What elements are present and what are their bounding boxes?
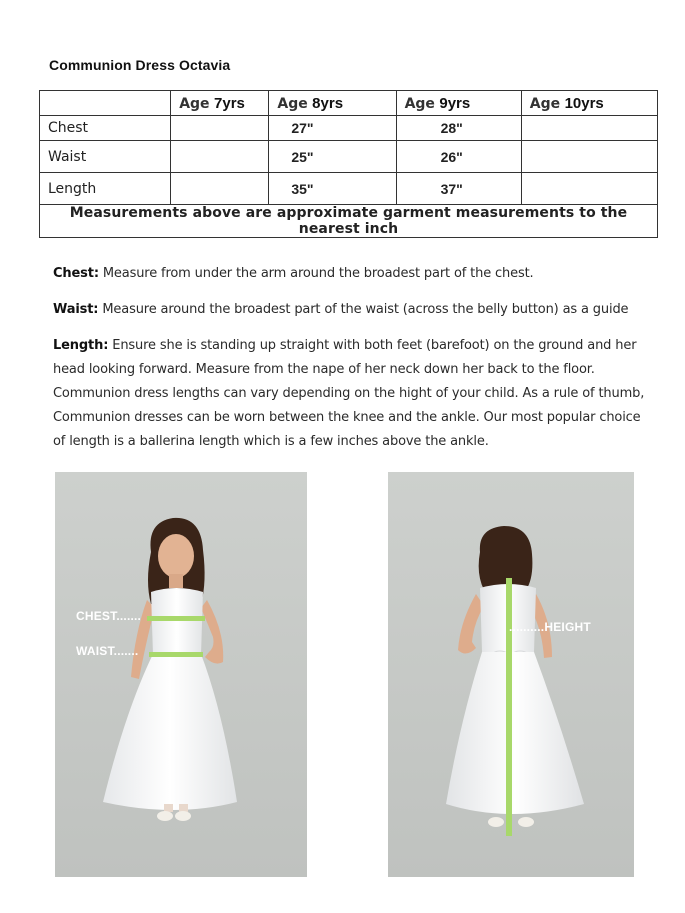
cell-waist-age7 [171,141,269,173]
cell-length-age10 [521,173,657,205]
back-view-photo [388,472,634,877]
chest-label: CHEST....... [76,609,142,623]
table-row [40,116,658,141]
cell-chest-age10 [521,116,657,141]
measurement-note: Measurements above are approximate garment measurements to the nearest inch [40,205,658,238]
measurement-instructions [53,262,653,466]
cell-chest-age8: 27" [269,116,396,141]
row-label-waist: Waist [40,141,171,173]
front-view-photo [55,472,307,877]
table-row [40,141,658,173]
waist-label: WAIST....... [76,644,139,658]
front-view-illustration [55,472,307,877]
cell-length-age7 [171,173,269,205]
waist-measure-line [149,652,203,657]
page-title: Communion Dress Octavia [49,57,231,73]
height-label: ..........HEIGHT [509,620,591,634]
waist-instruction: Waist: Measure around the broadest part of the waist (across the belly button) as a guide [53,302,629,317]
length-instruction: Length: Ensure she is standing up straight with both feet (barefoot) on the ground and her head looking forward. Measure from the nape of her neck down her back to the floor. Communion dress lengths can vary depending on the hight of your child. As a rule of thumb, Communion dresses can be worn between the knee and the ankle. Our most popular choice of length is a ballerina length which is a few inches above the ankle. [53,338,645,449]
age-8-header: Age 8yrs [269,91,396,116]
age-10-header: Age 10yrs [521,91,657,116]
cell-chest-age9: 28" [396,116,521,141]
size-chart-table [39,90,658,238]
age-9-header: Age 9yrs [396,91,521,116]
chest-measure-line [147,616,205,621]
empty-header-cell [40,91,171,116]
cell-waist-age8: 25" [269,141,396,173]
cell-length-age8: 35" [269,173,396,205]
row-label-chest: Chest [40,116,171,141]
cell-chest-age7 [171,116,269,141]
height-measure-line [506,578,512,836]
cell-length-age9: 37" [396,173,521,205]
table-note-row [40,205,658,238]
chest-instruction: Chest: Measure from under the arm around the broadest part of the chest. [53,266,534,281]
age-7-header: Age 7yrs [171,91,269,116]
cell-waist-age9: 26" [396,141,521,173]
table-row [40,173,658,205]
row-label-length: Length [40,173,171,205]
table-header-row [40,91,658,116]
back-view-illustration [388,472,634,877]
cell-waist-age10 [521,141,657,173]
